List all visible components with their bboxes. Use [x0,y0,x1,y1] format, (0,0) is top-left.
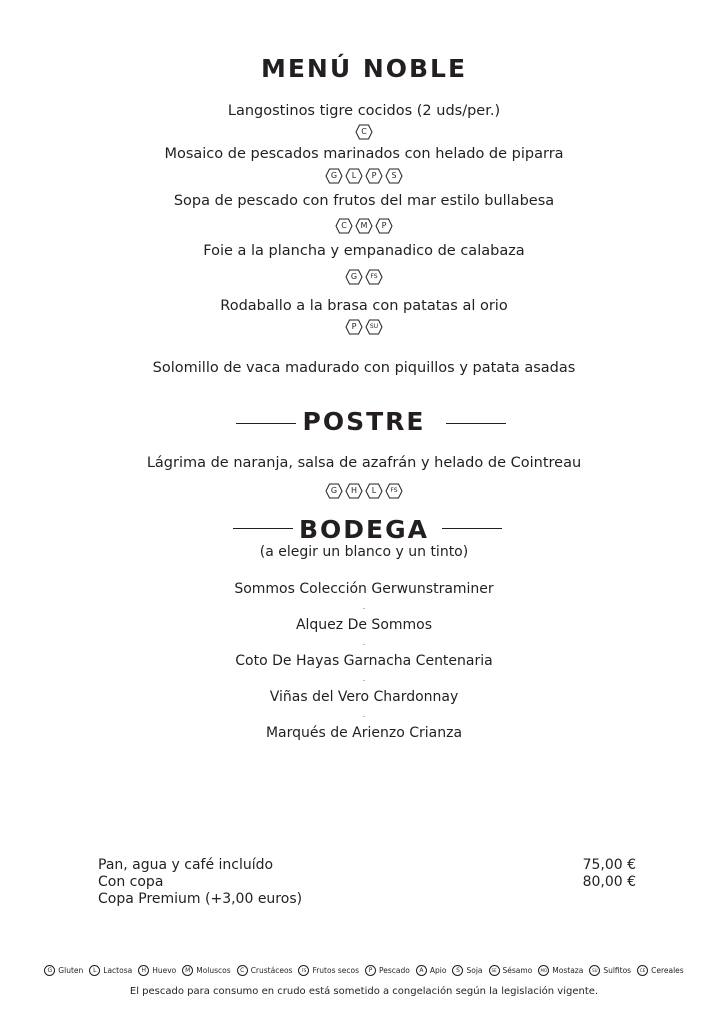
legend-label: Apio [429,966,447,975]
allergen-hex-icon: H [345,483,363,499]
allergen-hex-icon: L [345,168,363,184]
allergen-circle-icon: M [182,965,193,976]
legend-label: Crustáceos [250,966,293,975]
legend-item [489,965,533,976]
divider-right [446,423,506,424]
wine-item: Coto De Hayas Garnacha Centenaria [235,653,493,669]
allergen-row [0,483,728,499]
allergen-circle-icon: S [452,965,463,976]
allergen-hex-icon: G [325,483,343,499]
legend-item [538,965,583,976]
legend-label: Sésamo [502,966,533,975]
legend-item [637,965,684,976]
allergen-circle-icon: SU [589,965,600,976]
allergen-circle-icon: H [138,965,149,976]
allergen-hex-icon: C [335,218,353,234]
legend-label: Gluten [58,966,84,975]
legend-label: Soja [466,966,483,975]
menu-title: MENÚ NOBLE [260,54,468,83]
allergen-hex-icon: C [355,124,373,140]
divider-right [442,528,502,529]
allergen-hex-icon: G [345,269,363,285]
wine-separator: . [362,710,366,719]
legend-item [138,965,176,976]
footer-note: El pescado para consumo en crudo está sometido a congelación según la legislación vigente. [129,986,599,997]
allergen-circle-icon: MO [538,965,549,976]
legend-label: Huevo [152,966,177,975]
legend-label: Frutos secos [312,966,360,975]
legend-item [416,965,447,976]
legend-item [298,965,359,976]
wine-item: Marqués de Arienzo Crianza [265,725,463,741]
allergen-hex-icon: G [325,168,343,184]
allergen-circle-icon: P [365,965,376,976]
legend-item [365,965,410,976]
allergen-hex-icon: P [375,218,393,234]
legend-item [237,965,293,976]
allergen-circle-icon: CE [637,965,648,976]
wine-separator: . [362,602,366,611]
allergen-circle-icon: A [416,965,427,976]
legend-item [89,965,132,976]
legend-item [452,965,482,976]
price-line: Copa Premium (+3,00 euros) [98,891,303,907]
dish-sopa: Sopa de pescado con frutos del mar estilo bullabesa [173,193,555,209]
dish-rodaballo: Rodaballo a la brasa con patatas al orio [220,298,508,314]
legend-item [182,965,230,976]
price-labels [98,857,302,908]
wine-separator: . [362,638,366,647]
legend-label: Pescado [379,966,410,975]
legend-label: Lactosa [103,966,133,975]
legend-label: Mostaza [552,966,584,975]
allergen-row [0,168,728,184]
allergen-circle-icon: L [89,965,100,976]
wine-separator: . [362,674,366,683]
price-line: Con copa [98,874,164,890]
price-value: 80,00 € [582,874,636,890]
legend-label: Moluscos [196,966,231,975]
postre-title: POSTRE [302,407,426,436]
allergen-hex-icon: L [365,483,383,499]
price-values [560,857,636,891]
dish-lagrima: Lágrima de naranja, salsa de azafrán y helado de Cointreau [146,455,582,471]
wine-item: Viñas del Vero Chardonnay [269,689,459,705]
legend-item [589,965,631,976]
dish-mosaico: Mosaico de pescados marinados con helado de piparra [164,146,564,162]
dish-foie: Foie a la plancha y empanadico de calabaza [203,243,525,259]
allergen-row [0,319,728,335]
dish-solomillo: Solomillo de vaca madurado con piquillos y patata asadas [152,360,576,376]
allergen-circle-icon: C [237,965,248,976]
allergen-circle-icon: FS [298,965,309,976]
allergen-legend [0,965,728,976]
allergen-row [0,269,728,285]
allergen-hex-icon: P [345,319,363,335]
legend-label: Sulfitos [603,966,632,975]
allergen-hex-icon: SU [365,319,383,335]
allergen-row [0,124,728,140]
allergen-circle-icon: SE [489,965,500,976]
allergen-hex-icon: S [385,168,403,184]
allergen-hex-icon: M [355,218,373,234]
allergen-hex-icon: P [365,168,383,184]
legend-label: Cereales [651,966,684,975]
price-value: 75,00 € [582,857,636,873]
wine-item: Sommos Colección Gerwunstraminer [234,581,494,597]
allergen-row [0,218,728,234]
legend-item [44,965,83,976]
price-line: Pan, agua y café incluído [98,857,274,873]
allergen-hex-icon: FS [385,483,403,499]
wine-item: Alquez De Sommos [295,617,433,633]
bodega-title: BODEGA [298,515,429,544]
allergen-hex-icon: FS [365,269,383,285]
allergen-circle-icon: G [44,965,55,976]
bodega-subtitle: (a elegir un blanco y un tinto) [259,544,469,560]
dish-langostinos: Langostinos tigre cocidos (2 uds/per.) [227,103,501,119]
